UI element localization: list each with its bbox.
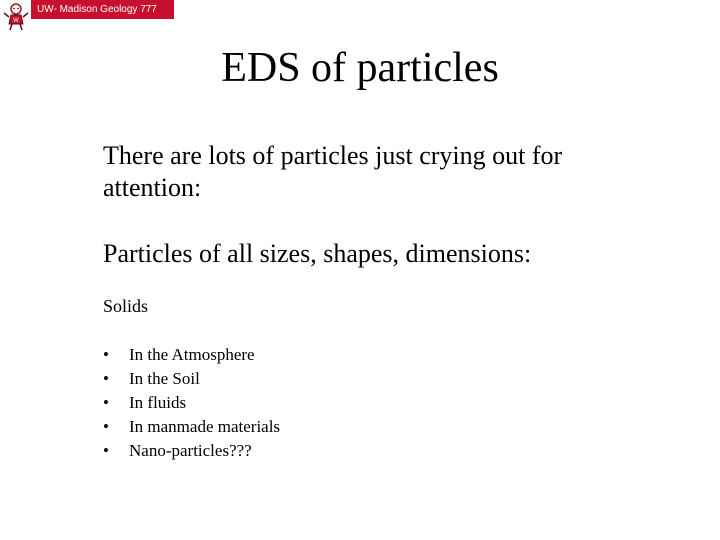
- bullet-marker: •: [103, 417, 109, 436]
- list-item: [103, 367, 280, 391]
- bullet-marker: •: [103, 369, 109, 388]
- list-item: [103, 415, 280, 439]
- list-item: [103, 391, 280, 415]
- list-item-text: In manmade materials: [129, 417, 281, 436]
- list-item: [103, 439, 280, 463]
- intro-paragraph: There are lots of particles just crying out for attention:: [103, 141, 563, 202]
- bullet-list: [103, 343, 280, 463]
- solids-label: Solids: [103, 296, 149, 316]
- bullet-marker: •: [103, 345, 109, 364]
- header-banner: UW- Madison Geology 777: [31, 0, 174, 19]
- list-item-text: In the Atmosphere: [129, 345, 255, 364]
- list-item-text: Nano-particles???: [129, 441, 252, 460]
- badger-logo-icon: [0, 0, 32, 32]
- bullet-marker: •: [103, 441, 109, 460]
- slide-title: EDS of particles: [221, 45, 499, 91]
- list-item-text: In fluids: [129, 393, 187, 412]
- bullet-marker: •: [103, 393, 109, 412]
- svg-text:W: W: [13, 18, 19, 24]
- list-item: [103, 343, 280, 367]
- list-item-text: In the Soil: [129, 369, 200, 388]
- sizes-paragraph: Particles of all sizes, shapes, dimensions:: [103, 239, 532, 268]
